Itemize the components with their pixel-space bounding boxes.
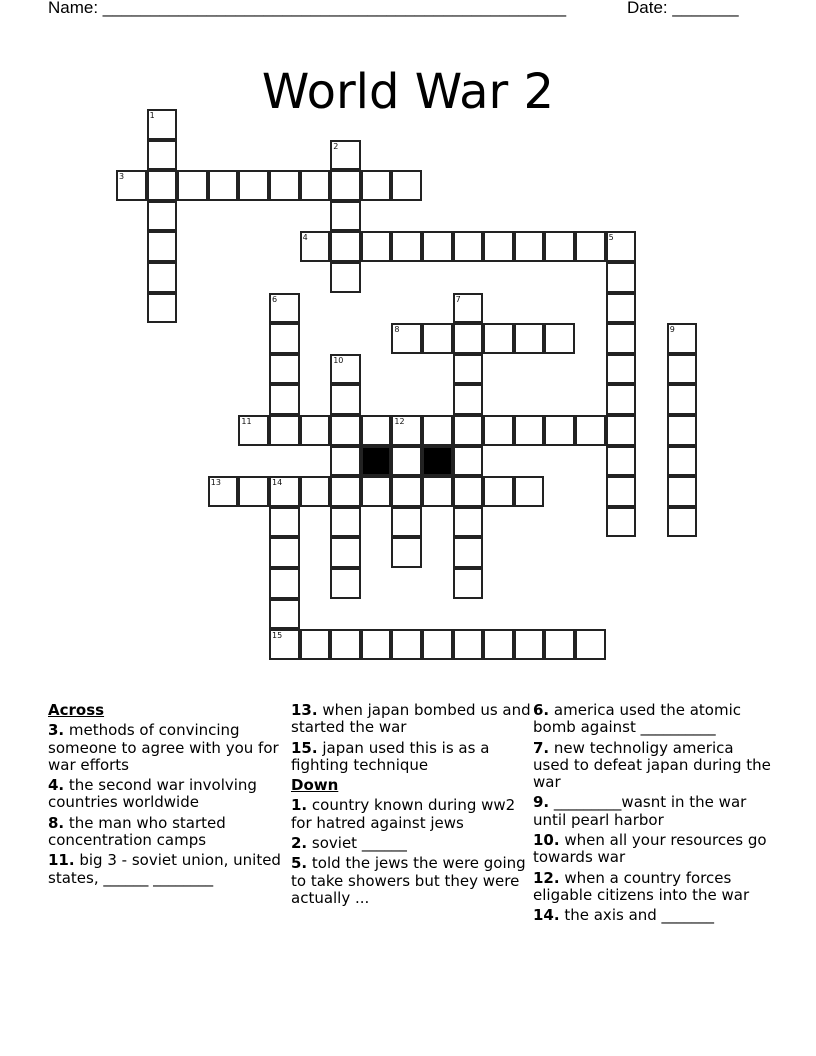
grid-cell[interactable] [330,231,361,262]
grid-cell[interactable] [238,476,269,507]
clue-text: methods of convincing someone to agree with you for war efforts [48,721,279,774]
grid-cell[interactable] [361,170,392,201]
grid-cell[interactable] [300,231,331,262]
grid-cell[interactable] [667,384,698,415]
grid-cell[interactable] [300,415,331,446]
clue-across-13 [291,702,531,737]
cell-number: 2 [333,141,339,151]
grid-cell[interactable] [330,446,361,477]
clue-text: japan used this is as a fighting technique [291,738,490,774]
grid-cell[interactable] [177,170,208,201]
clue-number: 12. [533,868,560,887]
clue-text: soviet ______ [311,834,407,853]
clue-down-5 [291,855,531,907]
clue-number: 11. [48,851,75,870]
grid-cell[interactable] [330,201,361,232]
clues-column-2 [291,702,531,910]
grid-cell[interactable] [147,262,178,293]
clue-down-12 [533,870,773,905]
grid-cell[interactable] [391,231,422,262]
grid-cell[interactable] [667,507,698,538]
grid-cell[interactable] [269,568,300,599]
cell-number: 8 [394,325,400,335]
grid-cell[interactable] [391,446,422,477]
grid-cell[interactable] [361,231,392,262]
grid-cell[interactable] [422,476,453,507]
grid-cell[interactable] [453,231,484,262]
clue-number: 5. [291,854,308,873]
clue-text: the man who started concentration camps [48,813,226,850]
grid-cell[interactable] [269,629,300,660]
grid-cell[interactable] [269,354,300,385]
grid-cell[interactable] [330,507,361,538]
grid-cell[interactable] [391,507,422,538]
grid-cell[interactable] [269,323,300,354]
grid-cell[interactable] [606,507,637,538]
cell-number: 11 [241,417,252,426]
grid-cell[interactable] [330,537,361,568]
cell-number: 12 [394,417,405,426]
grid-cell[interactable] [147,201,178,232]
grid-cell[interactable] [483,323,514,354]
cell-number: 15 [272,631,283,641]
grid-cell[interactable] [391,476,422,507]
grid-cell[interactable] [269,507,300,538]
clue-number: 7. [533,738,550,757]
clue-number: 14. [533,906,560,925]
grid-cell[interactable] [544,323,575,354]
grid-cell[interactable] [453,293,484,324]
grid-cell[interactable] [330,170,361,201]
clue-text: big 3 - soviet union, united states, ______ ________ [48,851,281,887]
grid-cell[interactable] [391,323,422,354]
grid-cell[interactable] [147,170,178,201]
grid-cell[interactable] [453,323,484,354]
grid-cell[interactable] [453,537,484,568]
clue-text: when a country forces eligable citizens into the war [533,868,750,904]
cell-number: 13 [210,478,221,488]
cell-number: 14 [272,478,283,488]
clue-number: 15. [291,738,318,757]
grid-cell[interactable] [422,231,453,262]
grid-cell[interactable] [269,476,300,507]
grid-cell[interactable] [147,109,178,140]
grid-cell[interactable] [330,354,361,385]
grid-cell[interactable] [269,599,300,630]
grid-cell[interactable] [544,415,575,446]
grid-cell[interactable] [606,384,637,415]
clue-number: 3. [48,721,65,740]
clue-text: the second war involving countries worldwide [48,776,257,812]
grid-cell[interactable] [147,231,178,262]
grid-cell[interactable] [238,170,269,201]
clue-number: 13. [291,701,318,719]
grid-cell[interactable] [330,384,361,415]
grid-cell[interactable] [453,446,484,477]
grid-cell[interactable] [453,384,484,415]
name-field[interactable]: Name: _________________________________________________ [48,0,567,17]
grid-cell[interactable] [330,140,361,171]
clue-down-9 [533,794,773,829]
grid-cell[interactable] [667,476,698,507]
cell-number: 9 [669,325,675,335]
cell-number: 3 [119,172,125,182]
black-cell [361,446,392,477]
grid-cell[interactable] [453,415,484,446]
grid-cell[interactable] [391,415,422,446]
clue-across-15 [291,740,531,775]
clue-text: america used the atomic bomb against __________ [533,701,741,737]
cell-number: 5 [608,233,614,243]
grid-cell[interactable] [330,476,361,507]
grid-cell[interactable] [606,415,637,446]
grid-cell[interactable] [514,476,545,507]
grid-cell[interactable] [575,231,606,262]
clue-number: 4. [48,776,65,795]
grid-cell[interactable] [116,170,147,201]
clue-down-7 [533,740,773,792]
clue-across-11 [48,852,288,887]
black-cell [422,446,453,477]
page-title: World War 2 [261,64,555,121]
grid-cell[interactable] [269,415,300,446]
grid-cell[interactable] [422,415,453,446]
grid-cell[interactable] [606,293,637,324]
clue-number: 9. [533,793,550,812]
grid-cell[interactable] [483,231,514,262]
grid-cell[interactable] [391,170,422,201]
cell-number: 7 [455,294,461,304]
clue-across-8 [48,815,288,850]
grid-cell[interactable] [300,170,331,201]
grid-cell[interactable] [269,384,300,415]
clue-text: new technoligy america used to defeat japan during the war [533,738,771,792]
grid-cell[interactable] [330,415,361,446]
grid-cell[interactable] [300,629,331,660]
cell-number: 1 [149,111,155,120]
clue-number: 10. [533,831,560,850]
clue-text: country known during ww2 for hatred against jews [291,796,516,832]
grid-cell[interactable] [606,323,637,354]
clue-down-1 [291,797,531,832]
grid-cell[interactable] [667,446,698,477]
clue-across-3 [48,722,288,774]
clue-text: told the jews the were going to take showers but they were actually ... [291,854,526,907]
grid-cell[interactable] [208,170,239,201]
clue-text: when japan bombed us and started the war [291,701,531,737]
grid-cell[interactable] [483,629,514,660]
clue-text: the axis and _______ [564,906,715,925]
grid-cell[interactable] [453,354,484,385]
grid-cell[interactable] [422,323,453,354]
grid-cell[interactable] [391,629,422,660]
grid-cell[interactable] [575,629,606,660]
clue-down-6 [533,702,773,737]
grid-cell[interactable] [606,446,637,477]
clue-number: 8. [48,813,65,832]
grid-cell[interactable] [606,231,637,262]
clue-text: when all your resources go towards war [533,831,767,867]
grid-cell[interactable] [330,568,361,599]
grid-cell[interactable] [361,629,392,660]
grid-cell[interactable] [422,629,453,660]
clue-down-10 [533,832,773,867]
grid-cell[interactable] [667,354,698,385]
clue-down-14 [533,907,773,924]
grid-cell[interactable] [483,415,514,446]
grid-cell[interactable] [269,293,300,324]
grid-cell[interactable] [208,476,239,507]
grid-cell[interactable] [361,476,392,507]
clue-number: 2. [291,834,308,853]
clue-number: 1. [291,796,308,815]
cell-number: 4 [302,233,308,243]
grid-cell[interactable] [514,629,545,660]
grid-cell[interactable] [606,354,637,385]
clue-number: 6. [533,701,550,719]
grid-cell[interactable] [269,537,300,568]
grid-cell[interactable] [147,293,178,324]
grid-cell[interactable] [606,476,637,507]
cell-number: 6 [272,294,278,304]
clue-text: _________wasnt in the war until pearl harbor [533,793,747,829]
grid-cell[interactable] [300,476,331,507]
clues-column-3 [533,702,773,928]
grid-cell[interactable] [606,262,637,293]
clue-down-2 [291,835,531,852]
down-heading: Down [291,776,339,795]
grid-cell[interactable] [453,568,484,599]
cell-number: 10 [333,355,344,365]
date-field[interactable]: Date: _______ [627,0,739,17]
grid-cell[interactable] [330,629,361,660]
grid-cell[interactable] [147,140,178,171]
grid-cell[interactable] [453,507,484,538]
clues-column-1 [48,702,288,890]
grid-cell[interactable] [330,262,361,293]
grid-cell[interactable] [269,170,300,201]
grid-cell[interactable] [514,415,545,446]
grid-cell[interactable] [361,415,392,446]
grid-cell[interactable] [238,415,269,446]
grid-cell[interactable] [514,231,545,262]
grid-cell[interactable] [453,476,484,507]
grid-cell[interactable] [544,231,575,262]
grid-cell[interactable] [575,415,606,446]
grid-cell[interactable] [667,323,698,354]
grid-cell[interactable] [544,629,575,660]
grid-cell[interactable] [453,629,484,660]
grid-cell[interactable] [514,323,545,354]
grid-cell[interactable] [391,537,422,568]
across-heading: Across [48,701,105,719]
grid-cell[interactable] [667,415,698,446]
grid-cell[interactable] [483,476,514,507]
clue-across-4 [48,777,288,812]
